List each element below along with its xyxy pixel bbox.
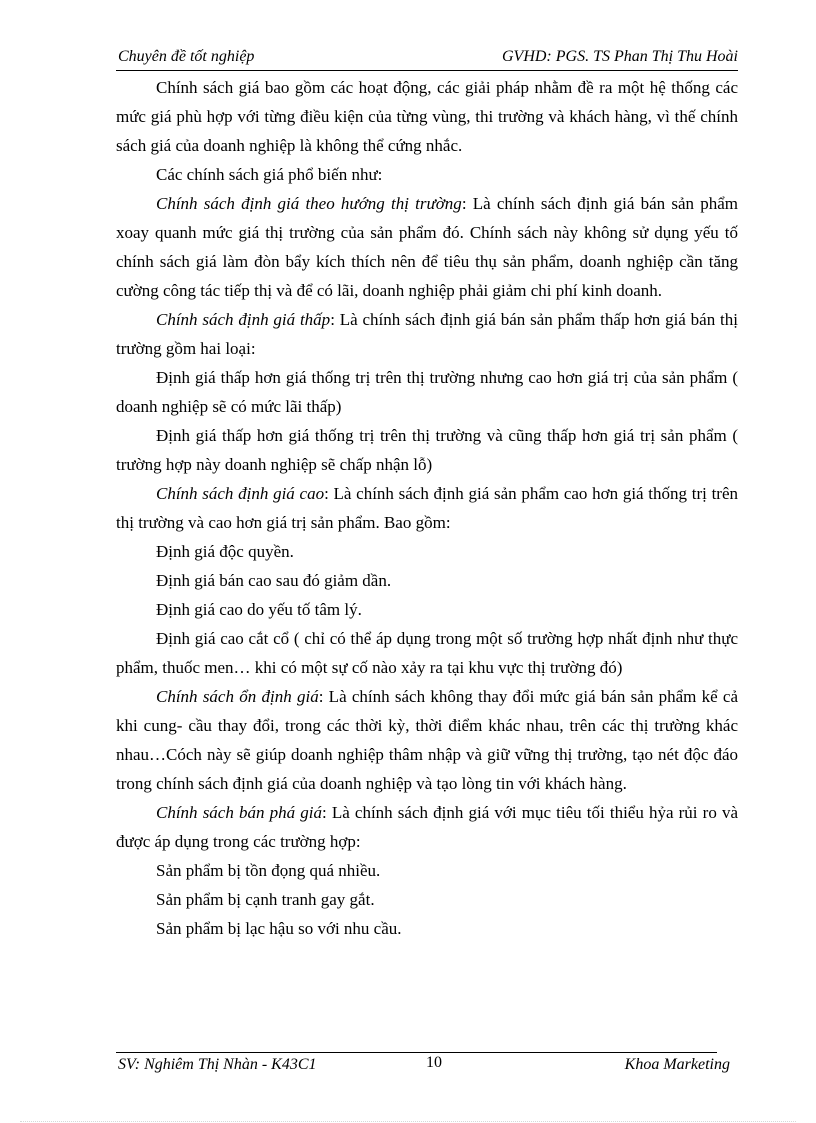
page-number: 10 bbox=[426, 1054, 442, 1071]
page-header bbox=[116, 46, 738, 71]
paragraph-text: Định giá cao do yếu tố tâm lý. bbox=[156, 600, 362, 619]
page-bottom-dotted-border bbox=[20, 1121, 796, 1122]
paragraph-label: Chính sách bán phá giá bbox=[156, 803, 322, 822]
paragraph-text: Sản phẩm bị lạc hậu so với nhu cầu. bbox=[156, 919, 402, 938]
paragraph bbox=[116, 305, 738, 363]
footer-faculty: Khoa Marketing bbox=[624, 1056, 730, 1073]
paragraph bbox=[116, 798, 738, 856]
paragraph bbox=[116, 682, 738, 798]
paragraph bbox=[116, 189, 738, 305]
paragraph-text: Chính sách giá bao gồm các hoạt động, các giải pháp nhằm đề ra một hệ thống các mức giá phù hợp với từng điều kiện của từng vùng, thi trường và khách hàng, vì thế chính sách giá của doanh nghiệp là không thể cứng nhắc. bbox=[116, 78, 738, 155]
footer-divider bbox=[116, 1052, 717, 1053]
paragraph-label: Chính sách định giá theo hướng thị trường bbox=[156, 194, 462, 213]
paragraph-label: Chính sách định giá cao bbox=[156, 484, 325, 503]
paragraph-text: Sản phẩm bị tồn đọng quá nhiều. bbox=[156, 861, 381, 880]
paragraph-label: Chính sách định giá thấp bbox=[156, 310, 331, 329]
paragraph bbox=[116, 595, 738, 624]
footer-student: SV: Nghiêm Thị Nhàn - K43C1 bbox=[118, 1056, 317, 1073]
page-body bbox=[116, 73, 738, 943]
paragraph bbox=[116, 160, 738, 189]
paragraph bbox=[116, 914, 738, 943]
paragraph-text: : Là chính sách định giá bán sản phẩm xoay quanh mức giá thị trường của sản phẩm đó. Chính sách này không sử dụng yếu tố chính sách giá làm đòn bẩy kích thích nên để tiêu thụ sản phẩm, doanh nghiệp cần tăng cường công tác tiếp thị và để có lãi, doanh nghiệp phải giảm chi phí kinh doanh. bbox=[116, 194, 738, 300]
paragraph-text: : Là chính sách định giá sản phẩm cao hơn giá thống trị trên thị trường và cao hơn giá trị sản phẩm. Bao gồm: bbox=[116, 484, 738, 532]
paragraph bbox=[116, 73, 738, 160]
paragraph bbox=[116, 624, 738, 682]
paragraph bbox=[116, 537, 738, 566]
paragraph-text: Định giá bán cao sau đó giảm dần. bbox=[156, 571, 392, 590]
paragraph bbox=[116, 856, 738, 885]
paragraph bbox=[116, 566, 738, 595]
paragraph bbox=[116, 479, 738, 537]
paragraph-text: : Là chính sách định giá với mục tiêu tối thiểu hỷa rủi ro và được áp dụng trong các trường hợp: bbox=[116, 803, 738, 851]
paragraph-text: Định giá thấp hơn giá thống trị trên thị trường và cũng thấp hơn giá trị sản phẩm ( trường hợp này doanh nghiệp sẽ chấp nhận lỗ) bbox=[116, 426, 738, 474]
page-footer bbox=[116, 1054, 730, 1076]
paragraph-text: : Là chính sách định giá bán sản phẩm thấp hơn giá bán thị trường gồm hai loại: bbox=[116, 310, 738, 358]
paragraph-label: Chính sách ổn định giá bbox=[156, 687, 319, 706]
paragraph bbox=[116, 363, 738, 421]
header-thesis-title: Chuyên đề tốt nghiệp bbox=[118, 48, 255, 65]
paragraph-text: : Là chính sách không thay đổi mức giá bán sản phẩm kể cả khi cung- cầu thay đổi, trong các thời kỳ, thời điểm khác nhau, trên các thị trường khác nhau…Cóch này sẽ giúp doanh nghiệp thâm nhập và giữ vững thị trường, tạo nét độc đáo trong chính sách định giá của doanh nghiệp và tạo lòng tin với khách hàng. bbox=[116, 687, 739, 793]
paragraph bbox=[116, 885, 738, 914]
paragraph-text: Sản phẩm bị cạnh tranh gay gắt. bbox=[156, 890, 375, 909]
header-supervisor: GVHD: PGS. TS Phan Thị Thu Hoài bbox=[501, 48, 738, 65]
paragraph-text: Định giá thấp hơn giá thống trị trên thị trường nhưng cao hơn giá trị của sản phẩm ( doanh nghiệp sẽ có mức lãi thấp) bbox=[116, 368, 738, 416]
paragraph-text: Định giá cao cắt cổ ( chỉ có thể áp dụng trong một số trường hợp nhất định như thực phẩm, thuốc men… khi có một sự cố nào xảy ra tại khu vực thị trường đó) bbox=[116, 629, 738, 677]
paragraph-text: Các chính sách giá phổ biến như: bbox=[156, 165, 383, 184]
paragraph-text: Định giá độc quyền. bbox=[156, 542, 294, 561]
paragraph bbox=[116, 421, 738, 479]
